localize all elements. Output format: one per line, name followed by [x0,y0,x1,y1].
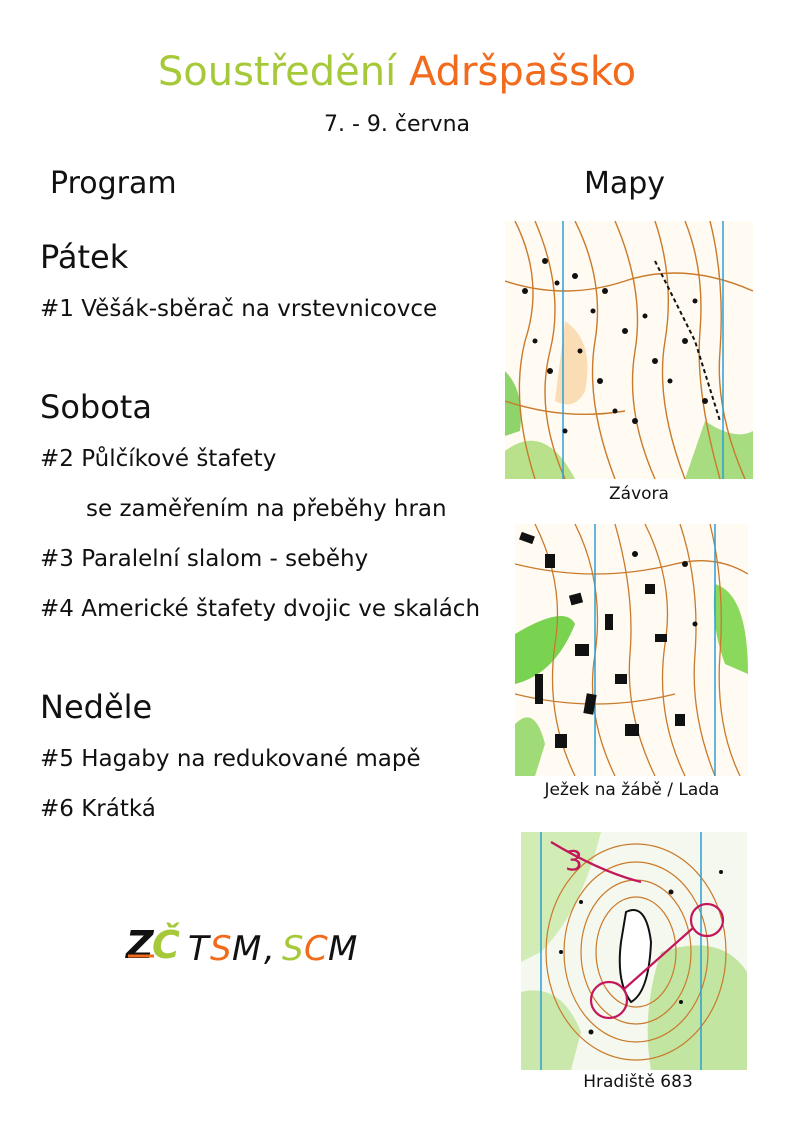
logo-letter-s1: S [210,929,232,969]
program-item-5: #5 Hagaby na redukované mapě [40,746,421,772]
logo-letter-s2: S [282,929,304,969]
program-item-1: #1 Věšák-sběrač na vrstevnicovce [40,296,438,322]
map-control-number: 3 [565,844,583,877]
map-image-zavora [505,221,753,479]
maps-heading: Mapy [584,166,666,201]
title-word-2: Adršpašsko [408,49,637,95]
logo-letter-c2: C [304,929,328,969]
logo-comma: , [264,929,275,969]
day-friday: Pátek [40,238,129,276]
logo-letter-m2: M [328,929,358,969]
program-item-3: #3 Paralelní slalom - seběhy [40,546,369,572]
title-word-1: Soustředění [157,49,397,95]
logo-letter-t: T [188,929,209,969]
map-image-hradiste [521,832,747,1070]
logo-letter-z: Z [126,923,154,967]
program-heading: Program [50,166,177,201]
program-item-4: #4 Americké štafety dvojic ve skalách [40,596,481,622]
page-title [0,48,794,96]
map-image-jezek [515,524,748,776]
map-caption-zavora: Závora [609,484,669,504]
map-caption-jezek: Ježek na žábě / Lada [544,780,720,800]
club-logo [124,918,384,978]
day-sunday: Neděle [40,688,153,726]
program-item-2: #2 Půlčíkové štafety [40,446,277,472]
map-caption-hradiste: Hradiště 683 [583,1072,693,1092]
logo-letter-c: Č [152,923,180,967]
event-dates: 7. - 9. června [323,112,471,137]
program-item-6: #6 Krátká [40,796,156,822]
logo-letter-m1: M [232,929,262,969]
program-item-2-detail: se zaměřením na přeběhy hran [86,496,447,522]
day-saturday: Sobota [40,388,152,426]
